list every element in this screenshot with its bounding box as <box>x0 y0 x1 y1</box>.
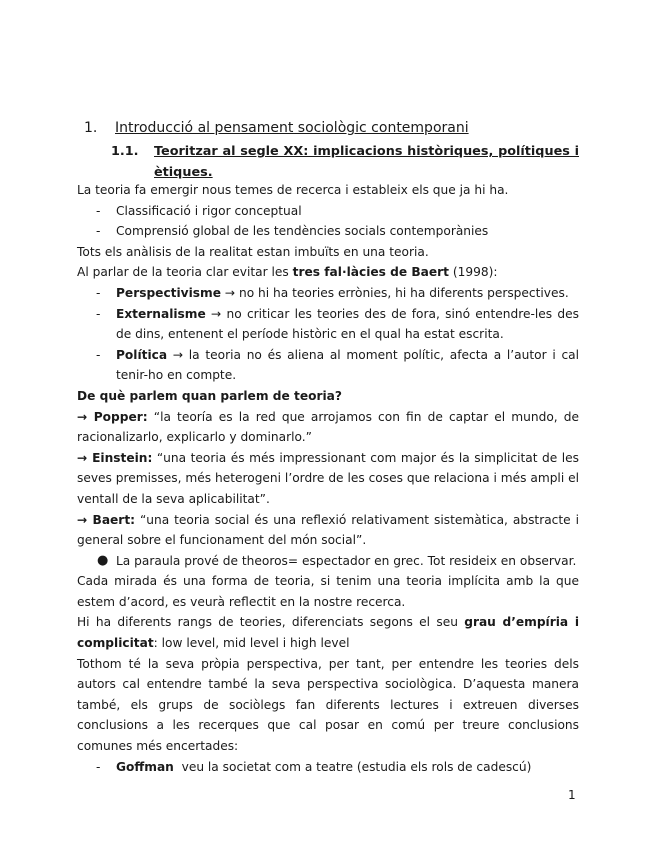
bullet-dot: ● <box>97 552 109 568</box>
paragraph <box>77 612 579 653</box>
dash-marker: - <box>96 347 101 362</box>
quote-paragraph <box>77 448 579 510</box>
list-item-text: → la teoria no és aliena al moment polític, afecta a l’autor i cal tenir-ho en compte. <box>116 347 579 383</box>
quote-paragraph <box>77 407 579 448</box>
quote-text: “la teoría es la red que arrojamos con fin de captar el mundo, de racionalizarlo, explicarlo y dominarlo.” <box>77 409 580 445</box>
list-item <box>77 201 579 222</box>
section-title: Introducció al pensament sociològic contemporani <box>115 120 469 136</box>
list-item <box>77 345 579 386</box>
bold-term: tres fal·làcies de Baert <box>292 265 449 280</box>
subsection-number: 1.1. <box>111 144 139 159</box>
quote-paragraph <box>77 510 579 551</box>
list-item <box>77 757 579 778</box>
question-heading: De què parlem quan parlem de teoria? <box>77 388 342 403</box>
paragraph: La teoria fa emergir nous temes de recerca i estableix els que ja hi ha. <box>77 183 509 197</box>
quote-author: → Baert: <box>77 512 136 527</box>
page-number: 1 <box>568 788 576 802</box>
subsection-title: Teoritzar al segle XX: implicacions històriques, polítiques i ètiques. <box>154 144 579 180</box>
dash-marker: - <box>96 285 101 300</box>
list-item <box>77 304 579 345</box>
section-number: 1. <box>84 120 98 136</box>
list-item-text: Classificació i rigor conceptual <box>116 203 302 218</box>
list-item-text: → no criticar les teories des de fora, sinó entendre-les des de dins, entenent el període històric en el qual ha estat escrita. <box>116 306 579 342</box>
list-item-text: veu la societat com a teatre (estudia els rols de cadescú) <box>173 759 532 774</box>
list-item-term: Goffman <box>116 759 174 774</box>
dash-marker: - <box>96 224 101 239</box>
quote-author: → Einstein: <box>77 450 153 465</box>
list-item <box>77 221 579 242</box>
bold-term: grau d’empíria i complicitat <box>77 615 579 651</box>
dash-marker: - <box>96 203 101 218</box>
document-body <box>77 180 579 777</box>
quote-text: “una teoria social és una reflexió relativament sistemàtica, abstracte i general sobre el funcionament del món social”. <box>77 512 579 548</box>
section-heading <box>84 118 579 138</box>
list-item-term: Externalisme <box>116 306 206 321</box>
quote-text: “una teoria és més impressionant com major és la simplicitat de les seves premisses, més heterogeni l’ordre de les coses que relaciona i més ampli el ventall de la seva aplicabilitat”. <box>77 450 579 506</box>
paragraph: Tothom té la seva pròpia perspectiva, per tant, per entendre les teories dels autors cal entendre també la seva perspectiva sociològica. D’aquesta manera també, els grups de sociòlegs fan diferents lectures i extreuen diverses conclusions a les recerques que cal posar en comú per treure conclusions comunes més encertades: <box>77 656 579 754</box>
paragraph <box>77 262 579 283</box>
paragraph-text: Al parlar de la teoria clar evitar les <box>77 265 293 280</box>
quote-author: → Popper: <box>77 409 148 424</box>
dash-marker: - <box>96 759 101 774</box>
paragraph: Tots els anàlisis de la realitat estan imbuïts en una teoria. <box>77 244 429 259</box>
list-item-text: Comprensió global de les tendències socials contemporànies <box>116 224 489 239</box>
paragraph-text: (1998): <box>449 265 498 280</box>
list-item <box>77 551 579 572</box>
paragraph-text: Hi ha diferents rangs de teories, diferenciats segons el seu <box>77 615 465 630</box>
subsection-heading <box>111 141 579 183</box>
paragraph: Cada mirada és una forma de teoria, si tenim una teoria implícita amb la que estem d’acord, es veurà reflectit en la nostre recerca. <box>77 574 579 609</box>
list-item-text: La paraula prové de theoros= espectador en grec. Tot resideix en observar. <box>116 553 577 568</box>
dash-marker: - <box>96 306 101 321</box>
list-item-text: → no hi ha teories errònies, hi ha diferents perspectives. <box>221 285 569 300</box>
paragraph-text: : low level, mid level i high level <box>153 636 350 651</box>
list-item <box>77 283 579 304</box>
list-item-term: Perspectivisme <box>116 285 222 300</box>
list-item-term: Política <box>116 347 168 362</box>
